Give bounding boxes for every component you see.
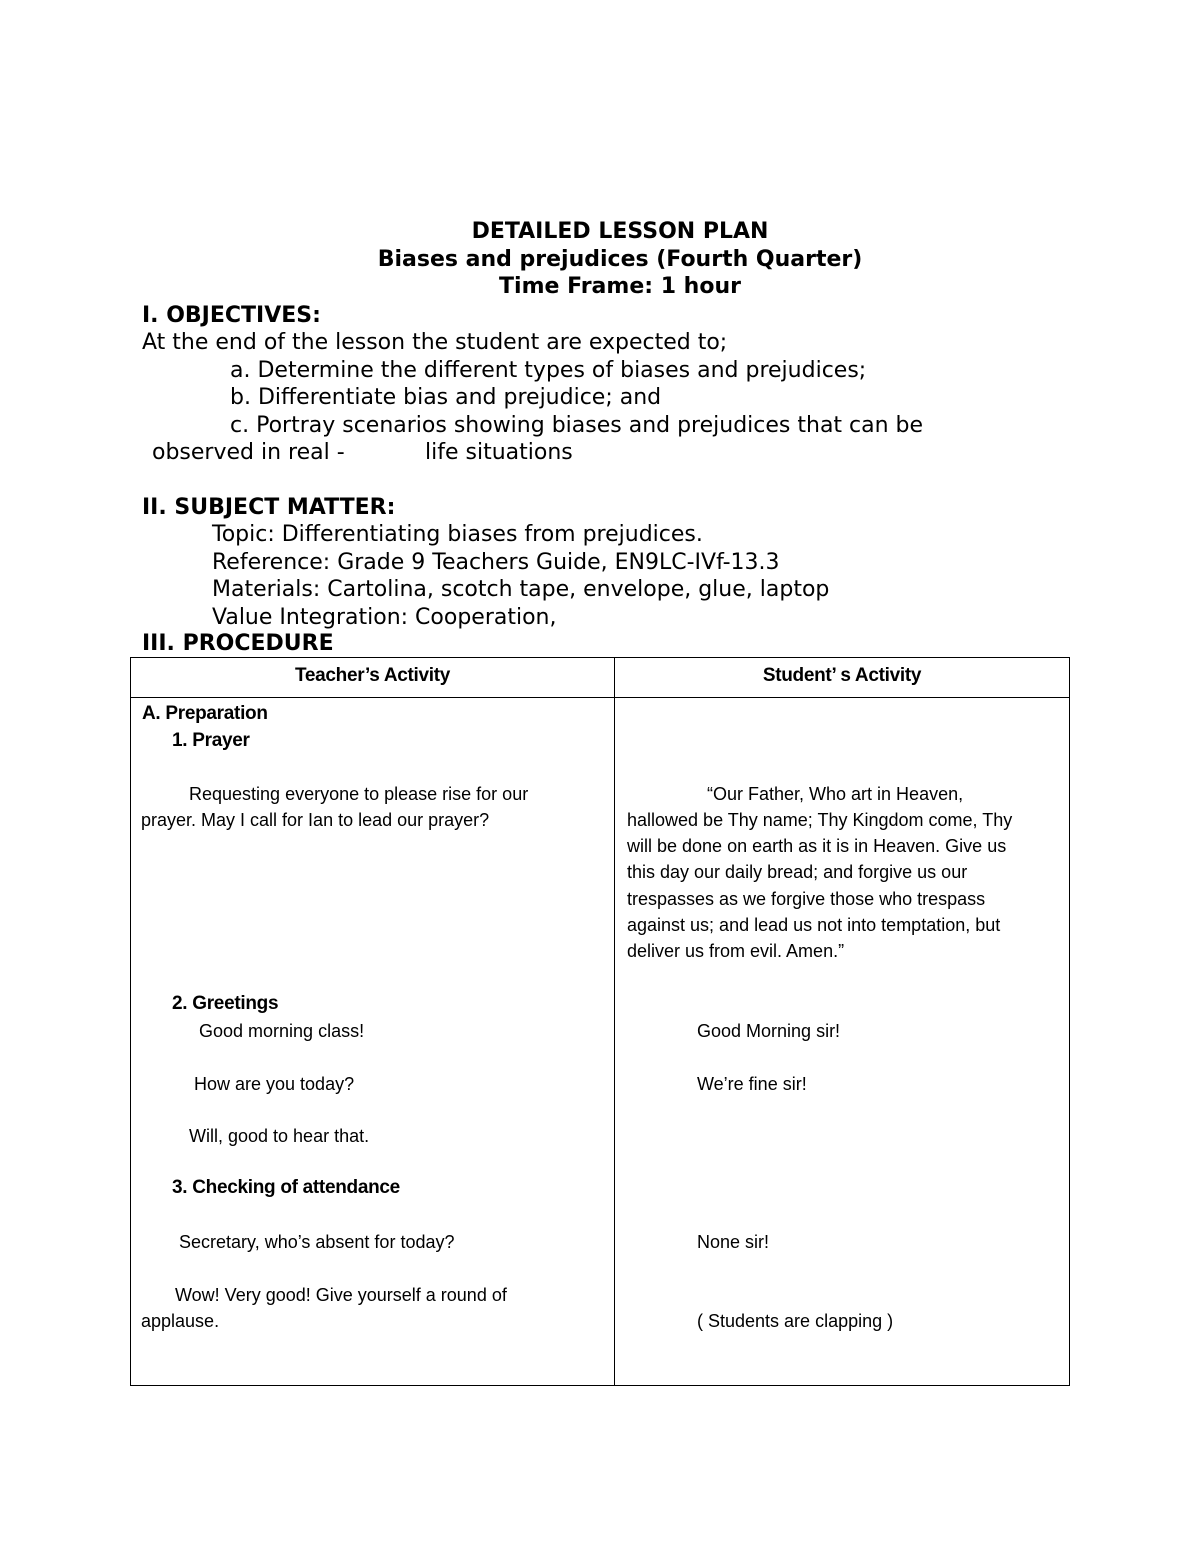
document-title: DETAILED LESSON PLAN xyxy=(471,219,769,244)
subject-materials: Materials: Cartolina, scotch tape, envelope, glue, laptop xyxy=(212,577,830,602)
document-subtitle: Biases and prejudices (Fourth Quarter) xyxy=(377,247,863,272)
time-frame: Time Frame: 1 hour xyxy=(499,274,741,299)
student-attendance-1: None sir! xyxy=(697,1232,770,1252)
student-prayer-line-2: hallowed be Thy name; Thy Kingdom come, Thy xyxy=(627,810,1013,830)
objectives-heading: I. OBJECTIVES: xyxy=(142,303,321,328)
teacher-attendance-2-line-1: Wow! Very good! Give yourself a round of xyxy=(175,1285,507,1305)
column-header-teacher: Teacher’s Activity xyxy=(294,665,451,686)
objective-item-b: b. Differentiate bias and prejudice; and xyxy=(230,385,662,410)
subject-topic: Topic: Differentiating biases from prejudices. xyxy=(212,522,703,547)
student-prayer-line-6: against us; and lead us not into temptation, but xyxy=(627,915,1001,935)
teacher-attendance-title: 3. Checking of attendance xyxy=(172,1177,400,1198)
student-prayer-line-4: this day our daily bread; and forgive us our xyxy=(627,862,968,882)
objectives-intro: At the end of the lesson the student are expected to; xyxy=(142,330,728,355)
procedure-heading: III. PROCEDURE xyxy=(142,631,334,656)
teacher-prayer-title: 1. Prayer xyxy=(172,730,250,751)
student-prayer-line-3: will be done on earth as it is in Heaven. Give us xyxy=(627,836,1007,856)
student-prayer-line-1: “Our Father, Who art in Heaven, xyxy=(707,784,964,804)
objective-item-a: a. Determine the different types of biases and prejudices; xyxy=(230,358,867,383)
objective-item-c: c. Portray scenarios showing biases and prejudices that can be xyxy=(230,413,924,438)
table-column-divider xyxy=(614,658,615,1385)
student-greeting-2: We’re fine sir! xyxy=(697,1074,807,1094)
teacher-attendance-1: Secretary, who’s absent for today? xyxy=(179,1232,455,1252)
table-header-divider xyxy=(131,697,1069,698)
teacher-attendance-2-line-2: applause. xyxy=(141,1311,220,1331)
student-prayer-line-7: deliver us from evil. Amen.” xyxy=(627,941,845,961)
teacher-greeting-3: Will, good to hear that. xyxy=(189,1126,370,1146)
column-header-student: Student’ s Activity xyxy=(762,665,922,686)
subject-matter-heading: II. SUBJECT MATTER: xyxy=(142,495,396,520)
objective-continuation-part1: observed in real - xyxy=(152,440,345,465)
subject-value-integration: Value Integration: Cooperation, xyxy=(212,605,557,630)
procedure-table xyxy=(130,657,1070,1386)
teacher-prayer-line-2: prayer. May I call for Ian to lead our prayer? xyxy=(141,810,490,830)
student-attendance-2: ( Students are clapping ) xyxy=(697,1311,894,1331)
teacher-greetings-title: 2. Greetings xyxy=(172,993,279,1014)
teacher-greeting-1: Good morning class! xyxy=(199,1021,365,1041)
teacher-section-preparation: A. Preparation xyxy=(142,703,268,724)
teacher-prayer-line-1: Requesting everyone to please rise for our xyxy=(189,784,529,804)
student-greeting-1: Good Morning sir! xyxy=(697,1021,841,1041)
objective-continuation-part2: life situations xyxy=(425,440,573,465)
teacher-greeting-2: How are you today? xyxy=(194,1074,355,1094)
student-prayer-line-5: trespasses as we forgive those who trespass xyxy=(627,889,986,909)
subject-reference: Reference: Grade 9 Teachers Guide, EN9LC-IVf-13.3 xyxy=(212,550,780,575)
